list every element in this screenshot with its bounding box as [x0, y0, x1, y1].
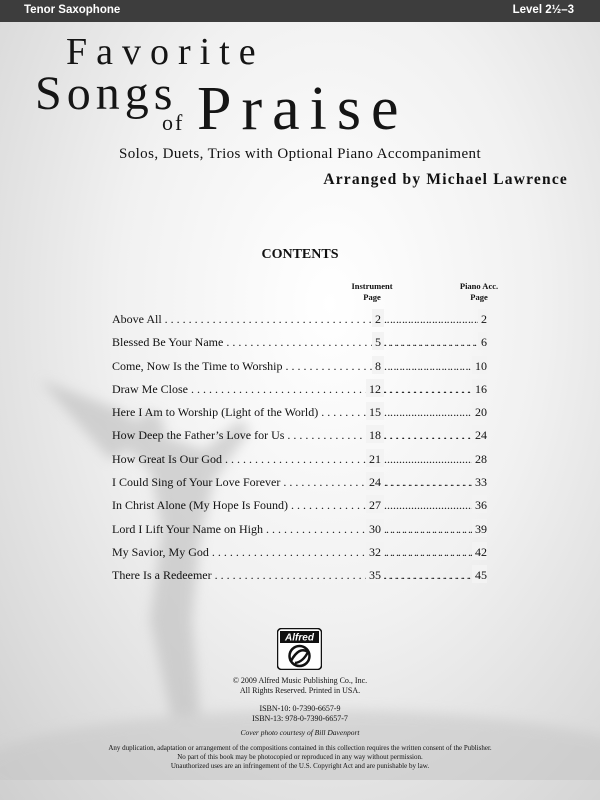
level-label: Level 2½–3 [512, 4, 574, 16]
instrument-page-number: 32 . . . [366, 542, 384, 560]
song-title: In Christ Alone (My Hope Is Found) . . . [112, 498, 487, 513]
contents-row [112, 424, 487, 447]
instrument-name: Tenor Saxophone [24, 4, 121, 16]
copyright-line: All Rights Reserved. Printed in USA. [239, 686, 361, 695]
instrument-page-number: 15 . . . [366, 402, 384, 420]
legal-line: Unauthorized uses are an infringement of the U.S. Copyright Act and are punishable by law. [170, 762, 430, 770]
song-title: I Could Sing of Your Love Forever . . . [112, 475, 487, 490]
song-title: How Deep the Father’s Love for Us . . . [112, 428, 487, 443]
instrument-page-number: 18 . . . [366, 425, 384, 443]
piano-page-number: 45 [472, 565, 487, 583]
subtitle: Solos, Duets, Trios with Optional Piano Accompaniment [118, 146, 482, 162]
alfred-logo-icon [277, 628, 322, 670]
book-title [0, 30, 600, 143]
piano-page-number: 42 [472, 542, 487, 560]
instrument-page-number: 24 . . . [366, 472, 384, 490]
title-word-of: of [162, 110, 185, 135]
song-title: Lord I Lift Your Name on High . . . [112, 522, 487, 537]
piano-page-number: 10 [472, 356, 487, 374]
song-title: Above All . . . [112, 312, 487, 327]
contents-row [112, 355, 487, 378]
piano-page-number: 20 [472, 402, 487, 420]
title-word-praise: Praise [197, 75, 409, 143]
contents-list [112, 308, 487, 588]
song-title: There Is a Redeemer . . . [112, 568, 487, 583]
song-title: How Great Is Our God . . . [112, 452, 487, 467]
contents-row [112, 518, 487, 541]
instrument-page-number: 5 . . . [372, 332, 384, 350]
title-word-favorite: Favorite [66, 31, 265, 73]
copyright-notice [0, 676, 600, 696]
legal-line: Any duplication, adaptation or arrangement of the compositions contained in this collection requires the written consent of the Publisher. [108, 744, 492, 752]
song-title: Come, Now Is the Time to Worship . . . [112, 359, 487, 374]
instrument-page-number: 8 . . . [372, 356, 384, 374]
piano-page-number: 33 [472, 472, 487, 490]
piano-page-number: 6 [478, 332, 487, 350]
isbn-line: ISBN-10: 0-7390-6657-9 [259, 704, 341, 713]
contents-row [112, 541, 487, 564]
contents-heading: CONTENTS [261, 247, 339, 262]
contents-row [112, 331, 487, 354]
song-title: Blessed Be Your Name . . . [112, 335, 487, 350]
song-title: Draw Me Close . . . [112, 382, 487, 397]
instrument-page-number: 30 . . . [366, 519, 384, 537]
instrument-page-number: 2 . . . [372, 309, 384, 327]
instrument-page-number: 27 . . . [366, 495, 384, 513]
contents-row [112, 401, 487, 424]
title-word-songs: Songs [35, 67, 178, 120]
header-bar [0, 0, 600, 22]
instrument-page-number: 35 . . . [366, 565, 384, 583]
isbn-block [0, 704, 600, 724]
song-title: My Savior, My God . . . [112, 545, 487, 560]
instrument-page-number: 12 . . . [366, 379, 384, 397]
piano-page-number: 2 [478, 309, 487, 327]
instrument-page-number: 21 . . . [366, 449, 384, 467]
piano-page-number: 16 [472, 379, 487, 397]
piano-page-number: 24 [472, 425, 487, 443]
contents-row [112, 308, 487, 331]
logo-text: Alfred [285, 632, 314, 644]
contents-row [112, 494, 487, 517]
copyright-line: © 2009 Alfred Music Publishing Co., Inc. [232, 676, 368, 685]
piano-page-number: 28 [472, 449, 487, 467]
piano-page-number: 39 [472, 519, 487, 537]
isbn-line: ISBN-13: 978-0-7390-6657-7 [252, 714, 348, 723]
cover-photo-credit: Cover photo courtesy of Bill Davenport [240, 728, 360, 737]
column-header-line: Instrument [351, 281, 393, 291]
column-header-line: Page [470, 292, 488, 302]
instrument-page-column-header [340, 281, 404, 303]
piano-page-number: 36 [472, 495, 487, 513]
column-header-line: Page [363, 292, 381, 302]
contents-row [112, 378, 487, 401]
arranger-credit: Arranged by Michael Lawrence [323, 171, 568, 188]
song-title: Here I Am to Worship (Light of the World) . . . [112, 405, 487, 420]
contents-row [112, 564, 487, 587]
piano-page-column-header [446, 281, 512, 303]
contents-row [112, 471, 487, 494]
contents-row [112, 448, 487, 471]
legal-notice [16, 744, 584, 771]
column-header-line: Piano Acc. [459, 281, 499, 291]
legal-line: No part of this book may be photocopied or reproduced in any way without permission. [177, 753, 423, 761]
